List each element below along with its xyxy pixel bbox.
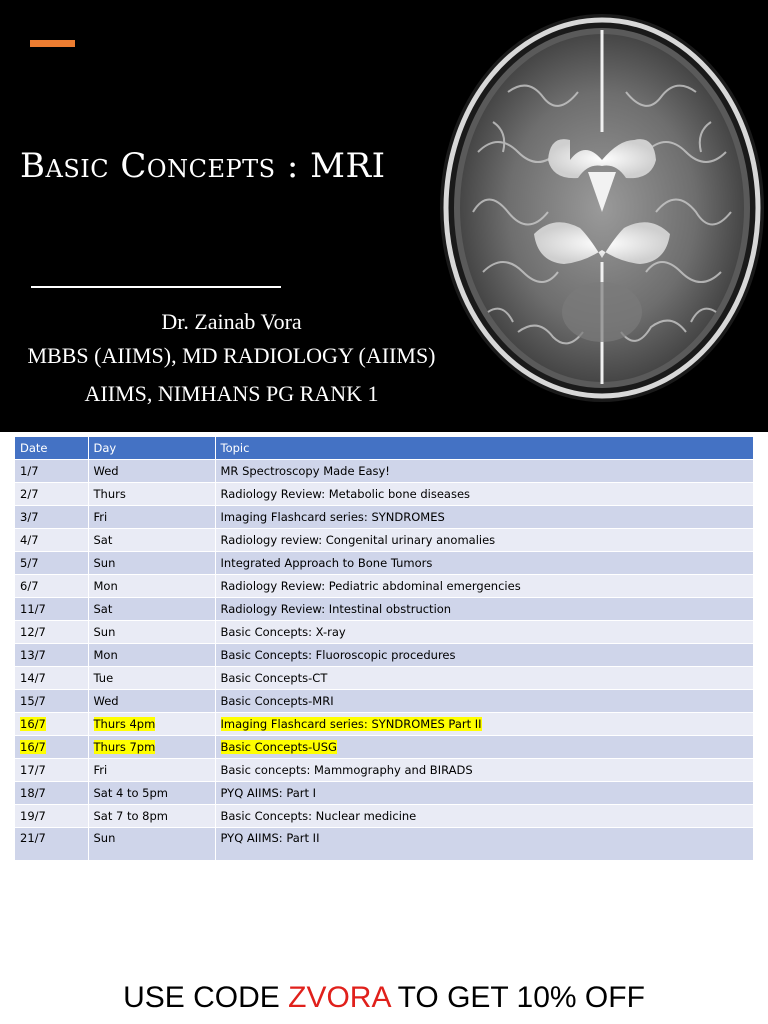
day-cell bbox=[88, 644, 215, 667]
topic-column-header: Topic bbox=[215, 437, 753, 460]
table-header-row bbox=[15, 437, 753, 460]
day-text: Wed bbox=[93, 464, 119, 478]
date-cell bbox=[15, 552, 88, 575]
topic-cell bbox=[215, 483, 753, 506]
topic-text: Radiology Review: Metabolic bone diseases bbox=[220, 487, 471, 501]
day-text: Sun bbox=[93, 831, 116, 845]
day-cell bbox=[88, 460, 215, 483]
topic-text: Radiology review: Congenital urinary anomalies bbox=[220, 533, 496, 547]
day-cell bbox=[88, 552, 215, 575]
topic-cell bbox=[215, 506, 753, 529]
slide-title: Basic Concepts : MRI bbox=[20, 146, 386, 186]
table-row bbox=[15, 621, 753, 644]
date-cell bbox=[15, 621, 88, 644]
date-text: 11/7 bbox=[20, 602, 46, 616]
date-cell bbox=[15, 713, 88, 736]
topic-text: Basic concepts: Mammography and BIRADS bbox=[220, 763, 473, 777]
day-cell bbox=[88, 805, 215, 828]
day-text: Sun bbox=[93, 625, 116, 639]
date-column-header: Date bbox=[15, 437, 88, 460]
date-cell bbox=[15, 644, 88, 667]
topic-text: Basic Concepts: Nuclear medicine bbox=[220, 809, 417, 823]
table-row bbox=[15, 644, 753, 667]
table-row bbox=[15, 506, 753, 529]
topic-text: Basic Concepts-USG bbox=[220, 740, 337, 754]
date-text: 21/7 bbox=[20, 831, 46, 845]
day-cell bbox=[88, 667, 215, 690]
day-text: Tue bbox=[93, 671, 114, 685]
promo-suffix: TO GET 10% OFF bbox=[389, 981, 645, 1014]
date-text: 18/7 bbox=[20, 786, 46, 800]
date-text: 12/7 bbox=[20, 625, 46, 639]
topic-text: MR Spectroscopy Made Easy! bbox=[220, 464, 390, 478]
table-row bbox=[15, 460, 753, 483]
date-text: 6/7 bbox=[20, 579, 39, 593]
topic-cell bbox=[215, 460, 753, 483]
date-text: 2/7 bbox=[20, 487, 39, 501]
date-text: 1/7 bbox=[20, 464, 39, 478]
date-cell bbox=[15, 598, 88, 621]
topic-text: Imaging Flashcard series: SYNDROMES Part II bbox=[220, 717, 482, 731]
day-cell bbox=[88, 621, 215, 644]
table-row bbox=[15, 805, 753, 828]
day-text: Sat bbox=[93, 602, 113, 616]
topic-text: Basic Concepts-MRI bbox=[220, 694, 334, 708]
topic-cell bbox=[215, 598, 753, 621]
topic-cell bbox=[215, 782, 753, 805]
topic-text: PYQ AIIMS: Part II bbox=[220, 831, 320, 845]
table-row bbox=[15, 598, 753, 621]
topic-text: Basic Concepts: X-ray bbox=[220, 625, 346, 639]
date-cell bbox=[15, 782, 88, 805]
day-cell bbox=[88, 759, 215, 782]
table-row bbox=[15, 782, 753, 805]
day-text: Wed bbox=[93, 694, 119, 708]
day-cell bbox=[88, 782, 215, 805]
date-text: 17/7 bbox=[20, 763, 46, 777]
date-cell bbox=[15, 759, 88, 782]
table-row bbox=[15, 575, 753, 598]
promo-banner bbox=[0, 981, 768, 1015]
promo-prefix: USE CODE bbox=[123, 981, 289, 1014]
topic-cell bbox=[215, 644, 753, 667]
table-row bbox=[15, 736, 753, 759]
day-text: Sat 4 to 5pm bbox=[93, 786, 169, 800]
day-text: Sun bbox=[93, 556, 116, 570]
day-cell bbox=[88, 828, 215, 861]
lecture-schedule-table bbox=[15, 437, 754, 860]
topic-cell bbox=[215, 805, 753, 828]
date-cell bbox=[15, 575, 88, 598]
table-row bbox=[15, 529, 753, 552]
table-row bbox=[15, 759, 753, 782]
day-cell bbox=[88, 736, 215, 759]
topic-cell bbox=[215, 759, 753, 782]
topic-cell bbox=[215, 621, 753, 644]
topic-text: Integrated Approach to Bone Tumors bbox=[220, 556, 433, 570]
date-text: 16/7 bbox=[20, 717, 46, 731]
date-cell bbox=[15, 690, 88, 713]
date-text: 13/7 bbox=[20, 648, 46, 662]
date-text: 4/7 bbox=[20, 533, 39, 547]
table-row bbox=[15, 828, 753, 861]
date-cell bbox=[15, 805, 88, 828]
topic-cell bbox=[215, 552, 753, 575]
table-row bbox=[15, 713, 753, 736]
topic-text: Radiology Review: Intestinal obstruction bbox=[220, 602, 452, 616]
topic-text: PYQ AIIMS: Part I bbox=[220, 786, 317, 800]
topic-text: Basic Concepts-CT bbox=[220, 671, 328, 685]
day-column-header: Day bbox=[88, 437, 215, 460]
day-text: Sat bbox=[93, 533, 113, 547]
table-row bbox=[15, 483, 753, 506]
topic-cell bbox=[215, 828, 753, 861]
topic-text: Radiology Review: Pediatric abdominal emergencies bbox=[220, 579, 521, 593]
day-text: Sat 7 to 8pm bbox=[93, 809, 169, 823]
date-cell bbox=[15, 460, 88, 483]
date-cell bbox=[15, 667, 88, 690]
day-text: Fri bbox=[93, 510, 108, 524]
topic-cell bbox=[215, 529, 753, 552]
date-cell bbox=[15, 529, 88, 552]
topic-cell bbox=[215, 575, 753, 598]
table-row bbox=[15, 552, 753, 575]
author-ranks: AIIMS, NIMHANS PG RANK 1 bbox=[84, 381, 379, 406]
author-name: Dr. Zainab Vora bbox=[161, 309, 302, 334]
date-cell bbox=[15, 483, 88, 506]
day-text: Mon bbox=[93, 579, 118, 593]
day-cell bbox=[88, 575, 215, 598]
day-text: Thurs bbox=[93, 487, 126, 501]
day-cell bbox=[88, 506, 215, 529]
date-cell bbox=[15, 506, 88, 529]
accent-bar bbox=[30, 40, 75, 47]
date-text: 19/7 bbox=[20, 809, 46, 823]
topic-cell bbox=[215, 690, 753, 713]
date-text: 3/7 bbox=[20, 510, 39, 524]
day-cell bbox=[88, 690, 215, 713]
topic-text: Basic Concepts: Fluoroscopic procedures bbox=[220, 648, 456, 662]
day-cell bbox=[88, 598, 215, 621]
promo-code: ZVORA bbox=[288, 981, 390, 1014]
day-text: Fri bbox=[93, 763, 108, 777]
date-cell bbox=[15, 736, 88, 759]
date-text: 5/7 bbox=[20, 556, 39, 570]
author-degrees: MBBS (AIIMS), MD RADIOLOGY (AIIMS) bbox=[27, 343, 436, 368]
day-text: Thurs 4pm bbox=[93, 717, 156, 731]
title-divider bbox=[31, 286, 281, 288]
day-cell bbox=[88, 713, 215, 736]
table-row bbox=[15, 667, 753, 690]
table-row bbox=[15, 690, 753, 713]
date-text: 14/7 bbox=[20, 671, 46, 685]
title-slide bbox=[0, 0, 768, 432]
date-text: 16/7 bbox=[20, 740, 46, 754]
brain-mri-icon bbox=[438, 12, 766, 404]
day-text: Mon bbox=[93, 648, 118, 662]
day-cell bbox=[88, 529, 215, 552]
day-cell bbox=[88, 483, 215, 506]
topic-cell bbox=[215, 713, 753, 736]
topic-cell bbox=[215, 736, 753, 759]
topic-cell bbox=[215, 667, 753, 690]
day-text: Thurs 7pm bbox=[93, 740, 156, 754]
date-text: 15/7 bbox=[20, 694, 46, 708]
date-cell bbox=[15, 828, 88, 861]
topic-text: Imaging Flashcard series: SYNDROMES bbox=[220, 510, 445, 524]
